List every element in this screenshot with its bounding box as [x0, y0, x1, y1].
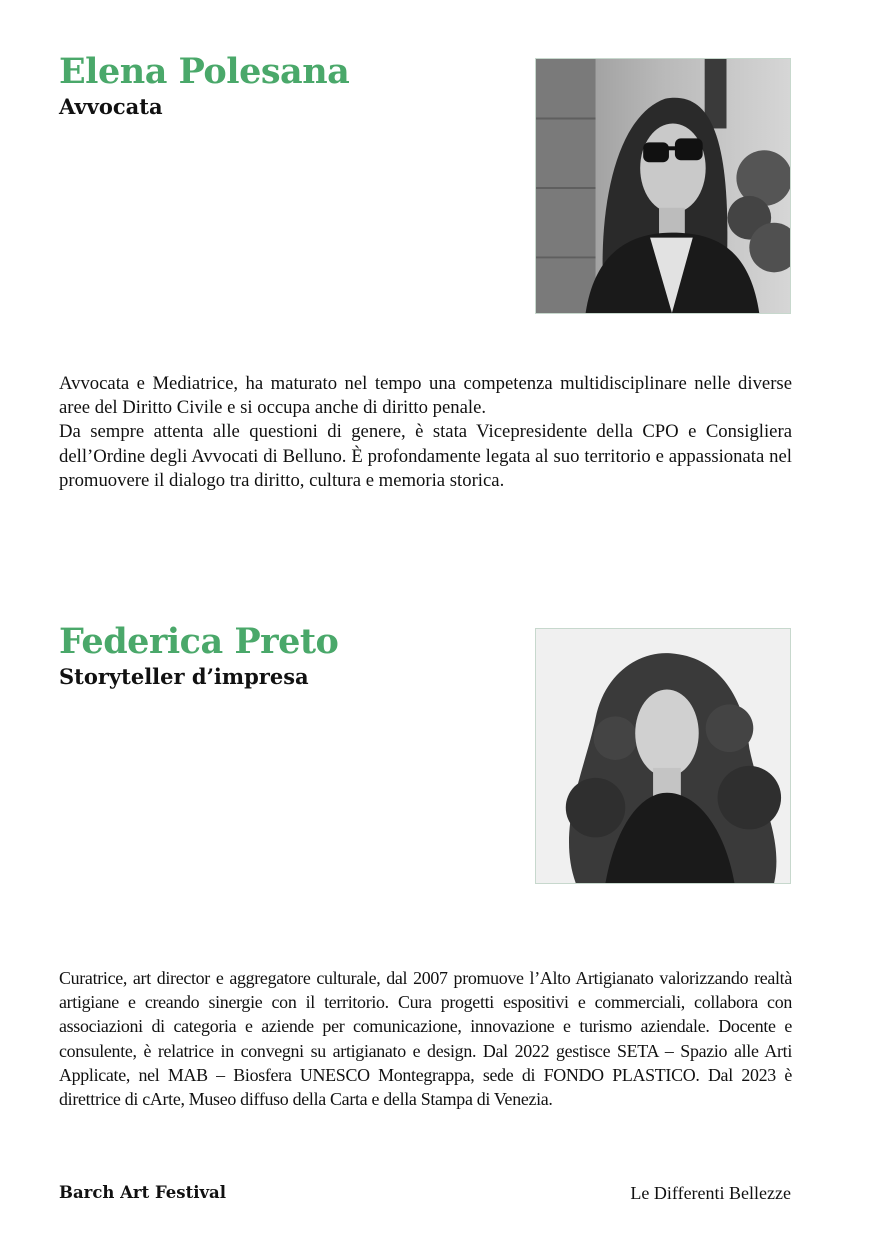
- profile-bio: [59, 372, 792, 493]
- portrait-photo: [535, 58, 791, 314]
- profile-bio: [59, 966, 792, 1111]
- bio-paragraph: Da sempre attenta alle questioni di genere, è stata Vicepresidente della CPO e Consigliera dell’Ordine degli Avvocati di Belluno. È profondamente legata al suo territorio e appassionata nel promuovere il dialogo tra diritto, cultura e memoria storica.: [59, 421, 792, 491]
- profile-name: Elena Polesana: [59, 51, 350, 92]
- footer-event-name: Barch Art Festival: [59, 1183, 227, 1202]
- profile-role: Avvocata: [59, 94, 163, 119]
- bio-paragraph: Avvocata e Mediatrice, ha maturato nel tempo una competenza multidisciplinare nelle diverse aree del Diritto Civile e si occupa anche di diritto penale.: [59, 373, 792, 419]
- profile-name: Federica Preto: [59, 621, 339, 662]
- portrait-photo: [535, 628, 791, 884]
- footer-section-name: Le Differenti Bellezze: [630, 1183, 791, 1203]
- profile-role: Storyteller d’impresa: [59, 664, 309, 689]
- bio-paragraph: Curatrice, art director e aggregatore culturale, dal 2007 promuove l’Alto Artigianato valorizzando realtà artigiane e creando sinergie con il territorio. Cura progetti espositivi e commerciali, collabora con associazioni di categoria e aziende per comunicazione, innovazione e turismo aziendale. Docente e consulente, è relatrice in convegni su artigianato e design. Dal 2022 gestisce SETA – Spazio alle Arti Applicate, nel MAB – Biosfera UNESCO Montegrappa, sede di FONDO PLASTICO. Dal 2023 è direttrice di cArte, Museo diffuso della Carta e della Stampa di Venezia.: [59, 968, 792, 1110]
